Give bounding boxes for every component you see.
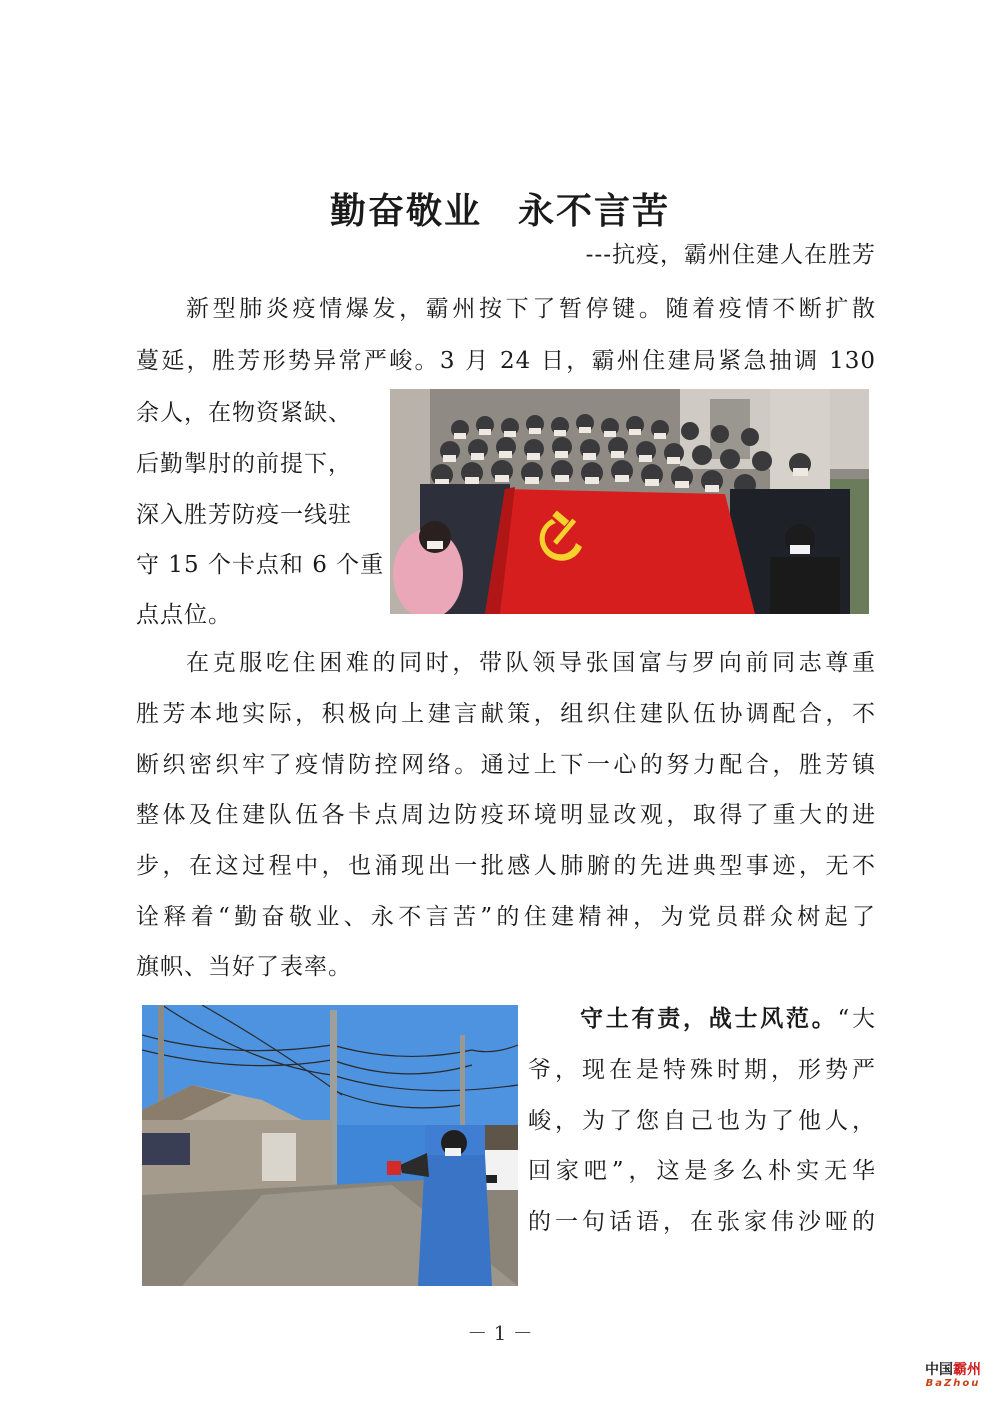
para1-wrap-line: 余人，在物资紧缺、	[136, 400, 352, 426]
title-left: 勤奋敬业	[329, 190, 482, 232]
para3-line: 爷，现在是特殊时期，形势严	[528, 1057, 876, 1083]
para2-line: 诠释着“勤奋敬业、永不言苦”的住建精神，为党员群众树起了	[136, 904, 876, 930]
para2-line: 旗帜、当好了表率。	[136, 954, 352, 980]
article-title	[0, 183, 1000, 234]
group-photo	[390, 389, 869, 614]
para3-lead-rest: “大	[837, 1006, 877, 1032]
para2-line: 胜芳本地实际，积极向上建言献策，组织住建队伍协调配合，不	[136, 701, 876, 727]
para2-line: 断织密织牢了疫情防控网络。通过上下一心的努力配合，胜芳镇	[136, 752, 876, 778]
para1-line2: 蔓延，胜芳形势异常严峻。3 月 24 日，霸州住建局紧急抽调 130	[136, 348, 876, 374]
article-subtitle: ---抗疫，霸州住建人在胜芳	[585, 242, 876, 268]
logo-cn-city: 霸州	[953, 1362, 981, 1378]
para3-line: 的一句话语，在张家伟沙哑的	[528, 1209, 876, 1235]
para3-lead-line	[580, 1004, 876, 1034]
para1-wrap-line: 守 15 个卡点和 6 个重	[136, 552, 385, 578]
para1-wrap-line: 后勤掣肘的前提下，	[136, 451, 352, 477]
para1-wrap-line: 点点位。	[136, 602, 232, 628]
title-right: 永不言苦	[518, 190, 671, 232]
para1-line1: 新型肺炎疫情爆发，霸州按下了暂停键。随着疫情不断扩散	[186, 296, 876, 322]
page-number: － 1 －	[467, 1321, 533, 1345]
logo-cn-country: 中国	[925, 1362, 953, 1378]
para2-line: 步，在这过程中，也涌现出一批感人肺腑的先进典型事迹，无不	[136, 853, 876, 879]
para3-line: 回家吧”，这是多么朴实无华	[528, 1158, 876, 1184]
para3-line: 峻，为了您自己也为了他人，	[528, 1108, 876, 1134]
logo-en: BaZhou	[925, 1378, 981, 1389]
para2-line: 在克服吃住困难的同时，带队领导张国富与罗向前同志尊重	[186, 650, 876, 676]
site-logo	[917, 1362, 989, 1390]
para2-line: 整体及住建队伍各卡点周边防疫环境明显改观，取得了重大的进	[136, 802, 876, 828]
para1-wrap-line: 深入胜芳防疫一线驻	[136, 502, 352, 528]
para3-bold-lead: 守土有责，战士风范。	[580, 1005, 838, 1032]
street-photo	[142, 1005, 518, 1286]
